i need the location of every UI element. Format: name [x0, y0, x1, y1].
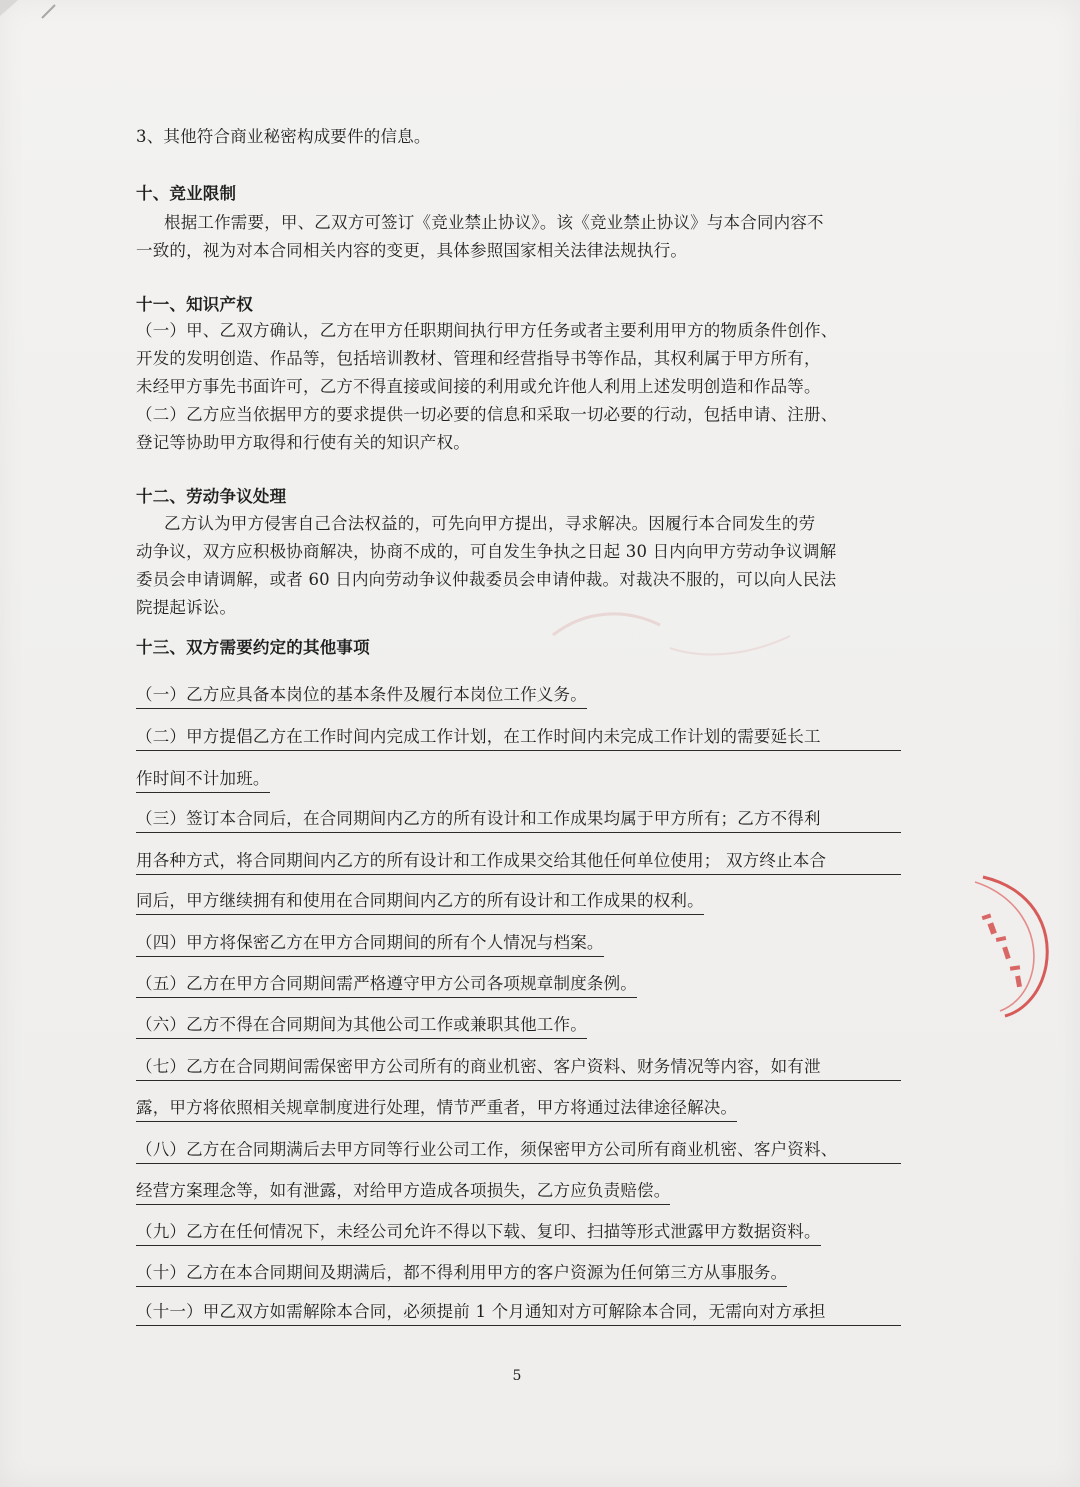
section-twelve-line-3: 委员会申请调解，或者 60 日内向劳动争议仲裁委员会申请仲裁。对裁决不服的，可以向人民法	[136, 570, 837, 589]
section-thirteen-title: 十三、双方需要约定的其他事项	[136, 638, 370, 657]
agreement-item-2-text-2: 作时间不计加班。	[136, 768, 270, 793]
section-eleven-line-1: （一）甲、乙双方确认，乙方在甲方任职期间执行甲方任务或者主要利用甲方的物质条件创作、	[136, 321, 838, 340]
agreement-item-7-line-1	[136, 1056, 901, 1081]
agreement-item-9-text: （九）乙方在任何情况下，未经公司允许不得以下载、复印、扫描等形式泄露甲方数据资料。	[136, 1221, 821, 1246]
section-twelve-title: 十二、劳动争议处理	[136, 487, 287, 506]
section-twelve-line-2: 动争议，双方应积极协商解决，协商不成的，可自发生争执之日起 30 日内向甲方劳动争议调解	[136, 542, 837, 561]
agreement-item-8-line-1	[136, 1139, 901, 1164]
agreement-item-1-text: （一）乙方应具备本岗位的基本条件及履行本岗位工作义务。	[136, 684, 587, 709]
section-twelve-line-4: 院提起诉讼。	[136, 598, 237, 617]
agreement-item-4	[136, 932, 901, 957]
agreement-item-3-text-1: （三）签订本合同后，在合同期间内乙方的所有设计和工作成果均属于甲方所有；乙方不得利	[136, 808, 901, 833]
agreement-item-10-text: （十）乙方在本合同期间及期满后，都不得利用甲方的客户资源为任何第三方从事服务。	[136, 1262, 787, 1287]
section-ten-line-2: 一致的，视为对本合同相关内容的变更，具体参照国家相关法律法规执行。	[136, 241, 688, 260]
agreement-item-6-text: （六）乙方不得在合同期间为其他公司工作或兼职其他工作。	[136, 1014, 587, 1039]
agreement-item-3-line-3	[136, 890, 901, 915]
section-eleven-line-3: 未经甲方事先书面许可，乙方不得直接或间接的利用或允许他人利用上述发明创造和作品等。	[136, 377, 821, 396]
agreement-item-9	[136, 1221, 901, 1246]
section-eleven-line-4: （二）乙方应当依据甲方的要求提供一切必要的信息和采取一切必要的行动，包括申请、注册、	[136, 405, 838, 424]
agreement-item-11	[136, 1301, 901, 1326]
agreement-item-8-line-2	[136, 1180, 901, 1205]
agreement-item-7-text-1: （七）乙方在合同期间需保密甲方公司所有的商业机密、客户资料、财务情况等内容，如有泄	[136, 1056, 901, 1081]
agreement-item-5	[136, 973, 901, 998]
agreement-item-2-line-1	[136, 726, 901, 751]
agreement-item-5-text: （五）乙方在甲方合同期间需严格遵守甲方公司各项规章制度条例。	[136, 973, 637, 998]
agreement-item-11-text: （十一）甲乙双方如需解除本合同，必须提前 1 个月通知对方可解除本合同，无需向对方承担	[136, 1301, 901, 1326]
agreement-item-6	[136, 1014, 901, 1039]
agreement-item-7-line-2	[136, 1097, 901, 1122]
red-company-seal	[950, 870, 1060, 1020]
agreement-item-3-line-1	[136, 808, 901, 833]
agreement-item-2-line-2	[136, 768, 901, 793]
trade-secret-item-3: 3、其他符合商业秘密构成要件的信息。	[136, 127, 431, 146]
agreement-item-3-line-2	[136, 850, 901, 875]
agreement-item-3-text-2: 用各种方式，将合同期间内乙方的所有设计和工作成果交给其他任何单位使用； 双方终止本合	[136, 850, 901, 875]
agreement-item-1	[136, 684, 901, 709]
agreement-item-8-text-2: 经营方案理念等，如有泄露，对给甲方造成各项损失，乙方应负责赔偿。	[136, 1180, 670, 1205]
agreement-item-3-text-3: 同后，甲方继续拥有和使用在合同期间内乙方的所有设计和工作成果的权利。	[136, 890, 704, 915]
section-eleven-line-5: 登记等协助甲方取得和行使有关的知识产权。	[136, 433, 470, 452]
section-ten-line-1: 根据工作需要，甲、乙双方可签订《竞业禁止协议》。该《竞业禁止协议》与本合同内容不	[164, 213, 824, 232]
scan-edge-mark	[0, 0, 60, 40]
agreement-item-8-text-1: （八）乙方在合同期满后去甲方同等行业公司工作，须保密甲方公司所有商业机密、客户资料、	[136, 1139, 901, 1164]
section-twelve-line-1: 乙方认为甲方侵害自己合法权益的，可先向甲方提出，寻求解决。因履行本合同发生的劳	[164, 514, 816, 533]
section-eleven-line-2: 开发的发明创造、作品等，包括培训教材、管理和经营指导书等作品，其权利属于甲方所有，	[136, 349, 821, 368]
page-number: 5	[512, 1368, 522, 1384]
agreement-item-2-text-1: （二）甲方提倡乙方在工作时间内完成工作计划，在工作时间内未完成工作计划的需要延长工	[136, 726, 901, 751]
agreement-item-4-text: （四）甲方将保密乙方在甲方合同期间的所有个人情况与档案。	[136, 932, 604, 957]
agreement-item-10	[136, 1262, 901, 1287]
section-eleven-title: 十一、知识产权	[136, 295, 253, 314]
section-ten-title: 十、竞业限制	[136, 184, 237, 203]
agreement-item-7-text-2: 露，甲方将依照相关规章制度进行处理，情节严重者，甲方将通过法律途径解决。	[136, 1097, 737, 1122]
